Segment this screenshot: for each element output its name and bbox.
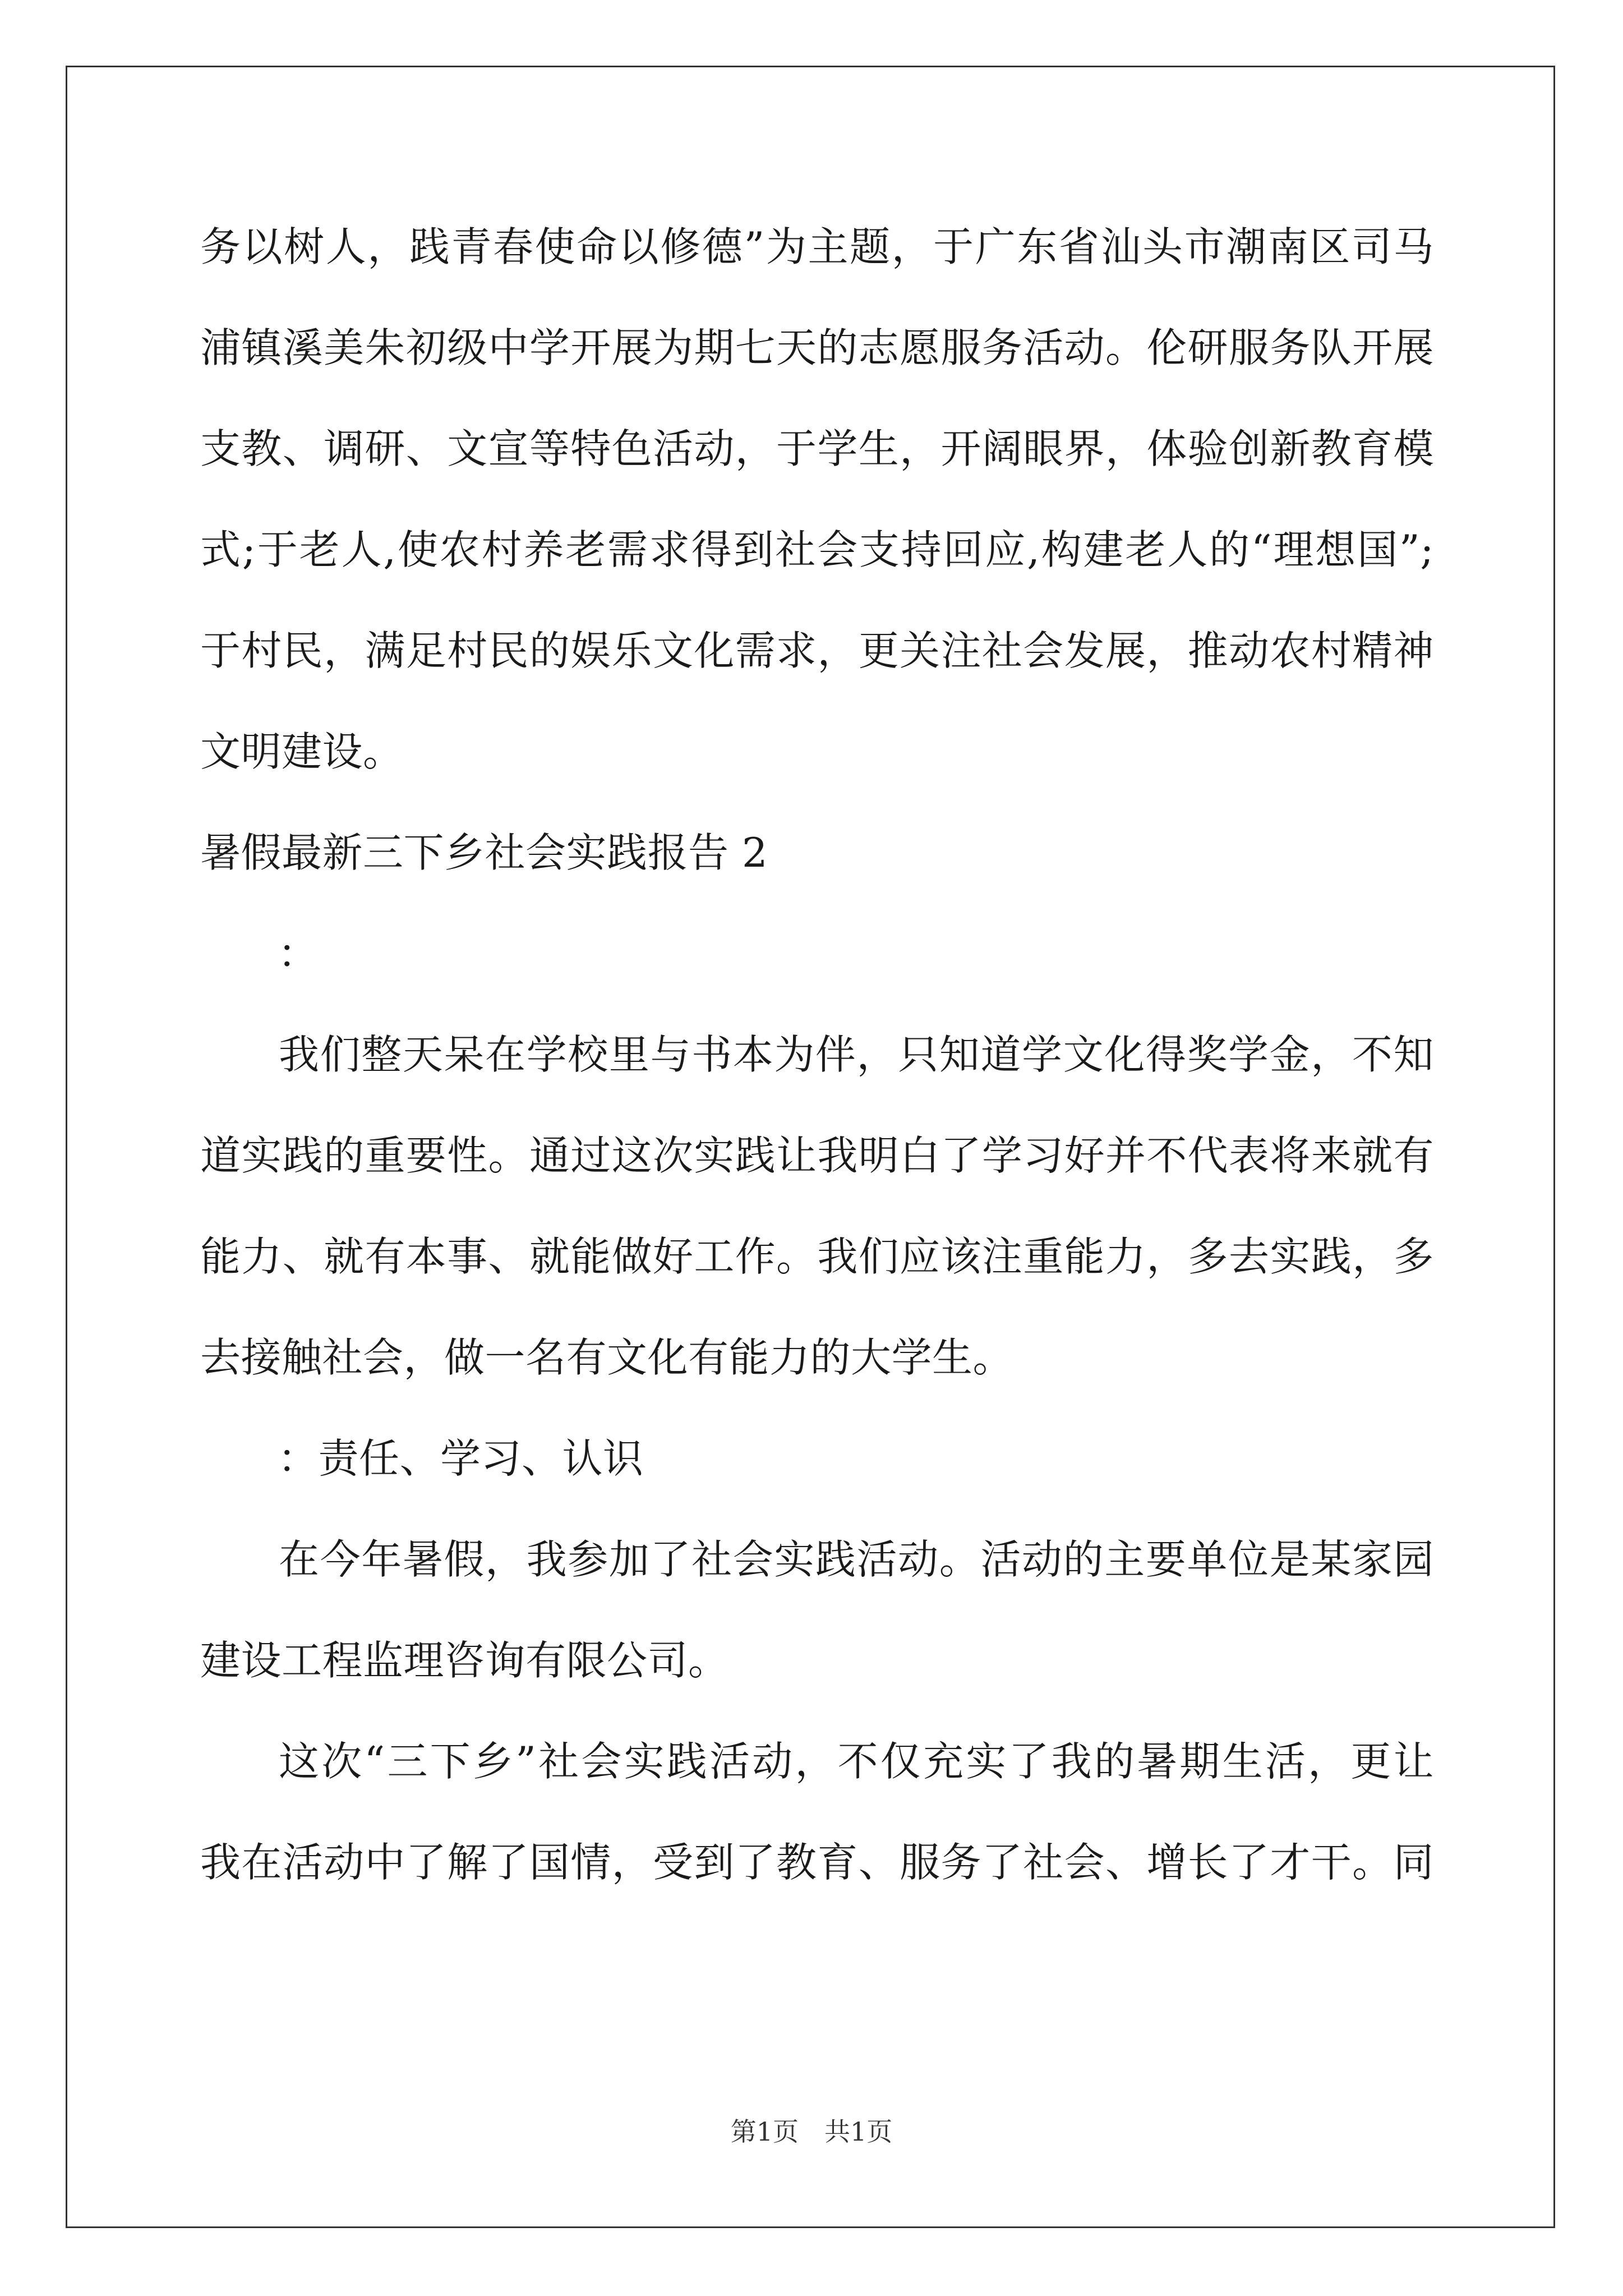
page-footer: 第1页 共1页	[730, 2116, 893, 2147]
paragraph-line: 建设工程监理咨询有限公司。	[200, 1637, 729, 1684]
paragraph-line: 道实践的重要性。通过这次实践让我明白了学习好并不代表将来就有	[200, 1132, 1434, 1179]
paragraph-line: 我在活动中了解了国情，受到了教育、服务了社会、增长了才干。同	[200, 1839, 1434, 1886]
section-heading: 暑假最新三下乡社会实践报告 2	[200, 829, 768, 876]
paragraph-line: 务以树人，践青春使命以修德”为主题，于广东省汕头市潮南区司马	[200, 223, 1434, 270]
colon-line: ：	[278, 930, 319, 977]
paragraph-line: 我们整天呆在学校里与书本为伴，只知道学文化得奖学金，不知	[279, 1031, 1434, 1078]
paragraph-line: 式;于老人,使农村养老需求得到社会支持回应,构建老人的“理想国”;	[200, 526, 1434, 573]
paragraph-line: 去接触社会，做一名有文化有能力的大学生。	[200, 1334, 1014, 1381]
paragraph-line: 浦镇溪美朱初级中学开展为期七天的志愿服务活动。伦研服务队开展	[200, 324, 1434, 371]
keywords-line: ：责任、学习、认识	[278, 1435, 644, 1482]
paragraph-line: 在今年暑假，我参加了社会实践活动。活动的主要单位是某家园	[279, 1536, 1434, 1583]
paragraph-line: 支教、调研、文宣等特色活动，于学生，开阔眼界，体验创新教育模	[200, 425, 1434, 472]
paragraph-line: 这次“三下乡”社会实践活动，不仅充实了我的暑期生活，更让	[279, 1738, 1434, 1785]
paragraph-line: 能力、就有本事、就能做好工作。我们应该注重能力，多去实践，多	[200, 1233, 1434, 1280]
paragraph-line: 文明建设。	[200, 728, 404, 775]
paragraph-line: 于村民，满足村民的娱乐文化需求，更关注社会发展，推动农村精神	[200, 627, 1434, 674]
